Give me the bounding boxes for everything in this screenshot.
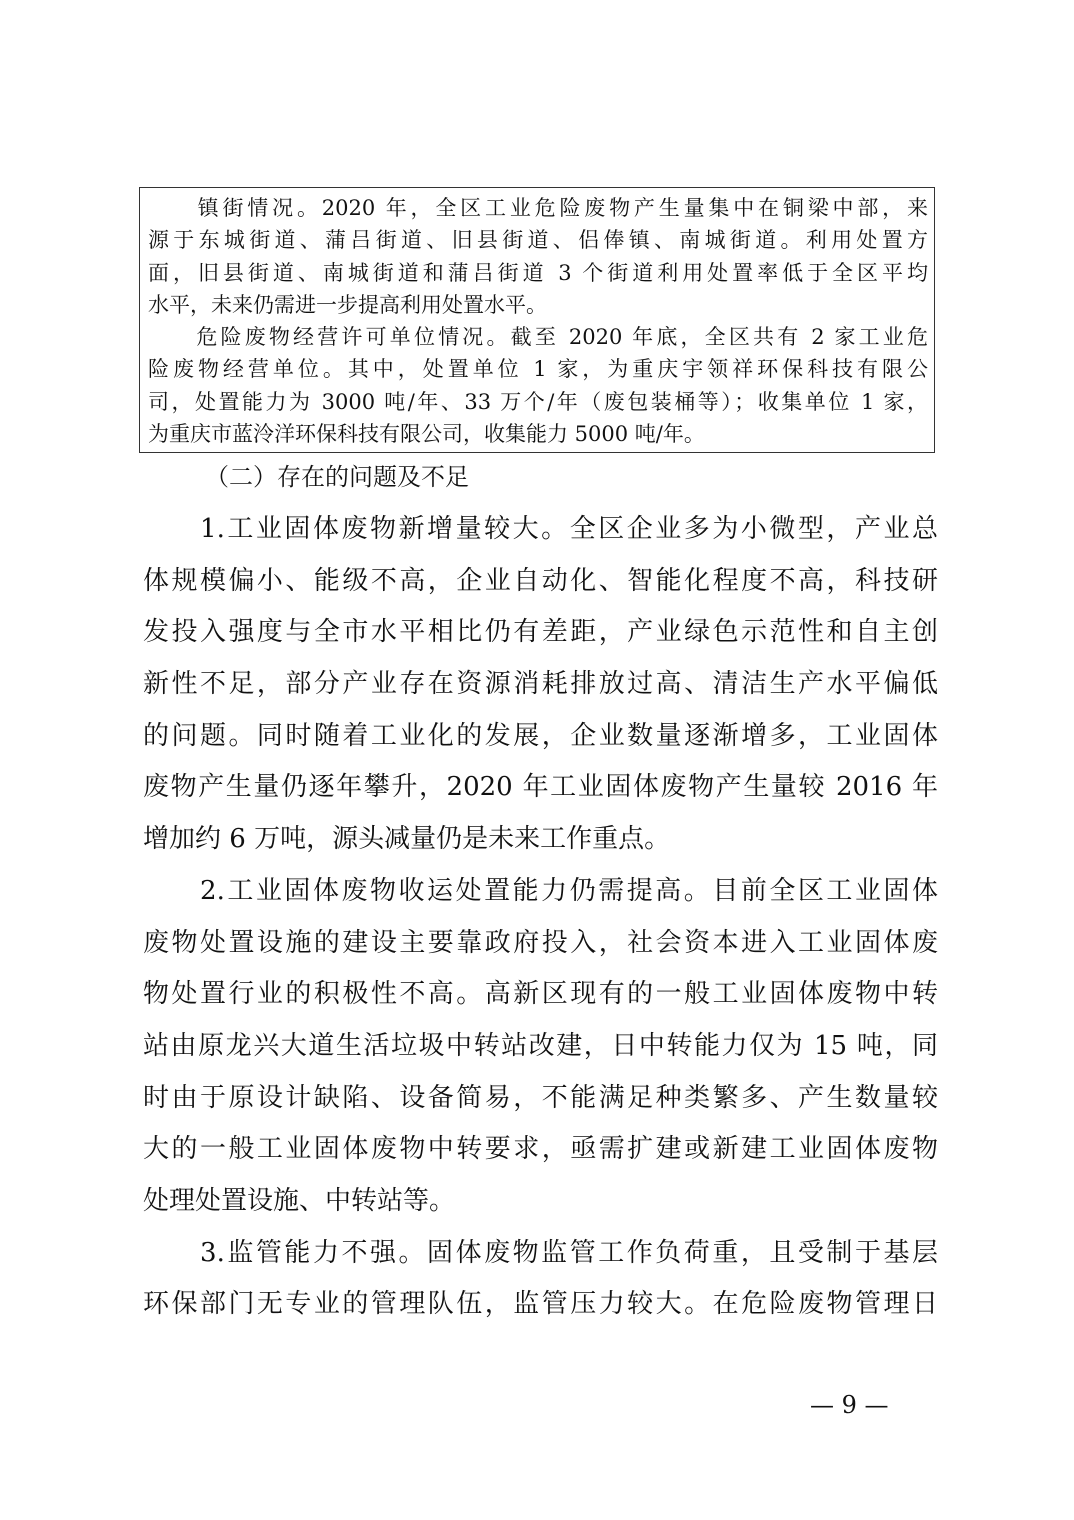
body-line: 体规模偏小、能级不高，企业自动化、智能化程度不高，科技研: [143, 566, 938, 596]
box-line: 险废物经营单位。其中，处置单位 1 家，为重庆宇领祥环保科技有限公: [148, 357, 928, 381]
box-line: 镇街情况。2020 年，全区工业危险废物产生量集中在铜梁中部，来: [148, 196, 928, 220]
body-line: 3.监管能力不强。固体废物监管工作负荷重，且受制于基层: [143, 1238, 938, 1268]
box-line: 危险废物经营许可单位情况。截至 2020 年底，全区共有 2 家工业危: [148, 325, 928, 349]
body-line: 新性不足，部分产业存在资源消耗排放过高、清洁生产水平偏低: [143, 669, 938, 699]
body-line: 处理处置设施、中转站等。: [143, 1186, 456, 1216]
body-line: 废物产生量仍逐年攀升，2020 年工业固体废物产生量较 2016 年: [143, 772, 938, 802]
box-line: 司，处置能力为 3000 吨/年、33 万个/年（废包装桶等）；收集单位 1 家，: [148, 390, 928, 414]
body-line: 2.工业固体废物收运处置能力仍需提高。目前全区工业固体: [143, 876, 938, 906]
box-line: 面，旧县街道、南城街道和蒲吕街道 3 个街道利用处置率低于全区平均: [148, 261, 928, 285]
body-line: 的问题。同时随着工业化的发展，企业数量逐渐增多，工业固体: [143, 721, 938, 751]
body-line: 物处置行业的积极性不高。高新区现有的一般工业固体废物中转: [143, 979, 938, 1009]
box-line: 水平，未来仍需进一步提高利用处置水平。: [148, 293, 547, 317]
body-line: 环保部门无专业的管理队伍，监管压力较大。在危险废物管理日: [143, 1289, 938, 1319]
body-line: 1.工业固体废物新增量较大。全区企业多为小微型，产业总: [143, 514, 938, 544]
body-line: 大的一般工业固体废物中转要求，亟需扩建或新建工业固体废物: [143, 1134, 938, 1164]
body-line: 增加约 6 万吨，源头减量仍是未来工作重点。: [143, 824, 671, 854]
body-line: 废物处置设施的建设主要靠政府投入，社会资本进入工业固体废: [143, 928, 938, 958]
body-line: 发投入强度与全市水平相比仍有差距，产业绿色示范性和自主创: [143, 617, 938, 647]
body-line: 站由原龙兴大道生活垃圾中转站改建，日中转能力仅为 15 吨，同: [143, 1031, 938, 1061]
box-line: 为重庆市蓝泠洋环保科技有限公司，收集能力 5000 吨/年。: [148, 422, 705, 446]
section-heading: （二）存在的问题及不足: [205, 463, 469, 491]
box-line: 源于东城街道、蒲吕街道、旧县街道、侣俸镇、南城街道。利用处置方: [148, 228, 928, 252]
body-line: 时由于原设计缺陷、设备简易，不能满足种类繁多、产生数量较: [143, 1083, 938, 1113]
page-number: — 9 —: [810, 1391, 889, 1419]
